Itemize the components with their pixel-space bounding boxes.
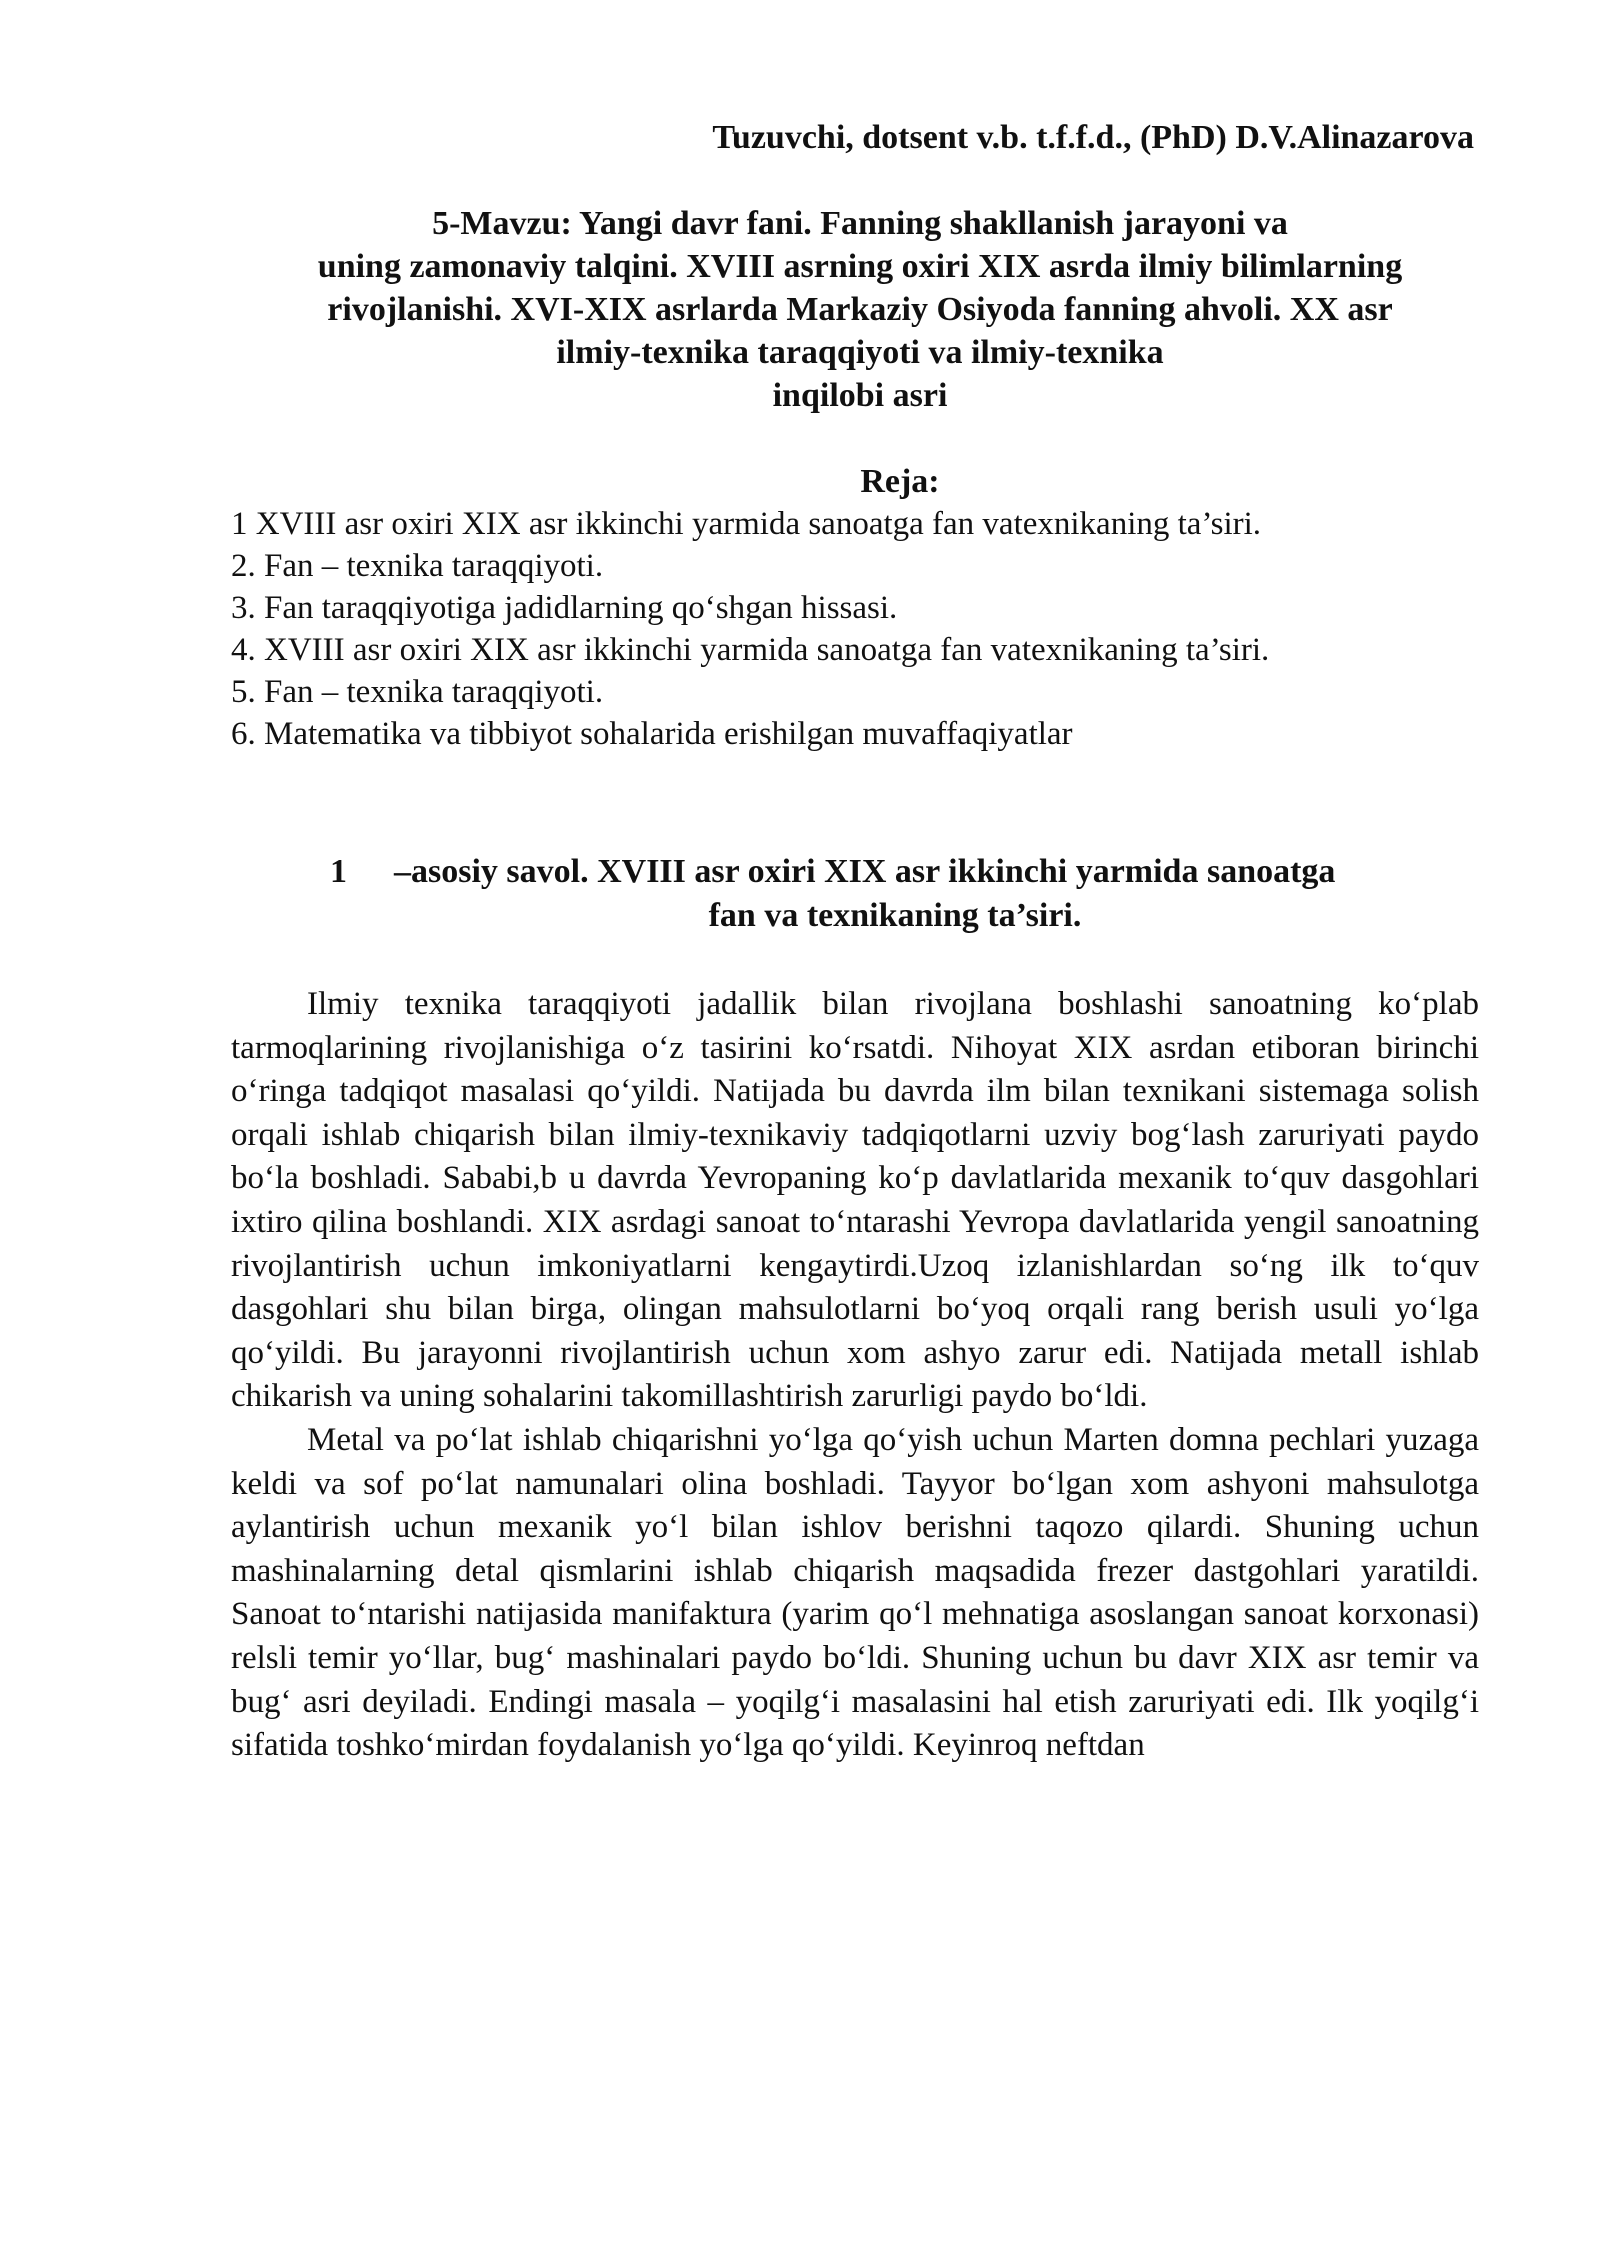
author-line: Tuzuvchi, dotsent v.b. t.f.f.d., (PhD) D.V.Alinazarova	[712, 119, 1474, 156]
question-heading-line-2: fan va texnikaning ta’siri.	[708, 897, 1082, 934]
topic-title-line: inqilobi asri	[772, 377, 948, 414]
plan-item: 5. Fan – texnika taraqqiyoti.	[231, 674, 604, 710]
paragraph: Metal va po‘lat ishlab chiqarishni yo‘lga qo‘yish uchun Marten domna pechlari yuzaga keldi va sof po‘lat namunalari olina boshladi. Tayyor bo‘lgan xom ashyoni mahsulotga aylantirish uchun mexanik yo‘l bilan ishlov berishni taqozo qilardi. Shuning uchun mashinalarning detal qismlarini ishlab chiqarish maqsadida frezer dastgohlari yaratildi. Sanoat to‘ntarishi natijasida manifaktura (yarim qo‘l mehnatiga asoslangan sanoat korxonasi) relsli temir yo‘llar, bug‘ mashinalari paydo bo‘ldi. Shuning uchun bu davr XIX asr temir va bug‘ asri deyiladi. Endingi masala – yoqilg‘i masalasini hal etish zaruriyati edi. Ilk yoqilg‘i sifatida toshko‘mirdan foydalanish yo‘lga qo‘yildi. Keyinroq neftdan	[231, 1421, 1479, 1764]
question-heading	[330, 850, 1335, 894]
plan-list	[231, 503, 1269, 755]
topic-title	[230, 202, 1490, 417]
plan-item: 2. Fan – texnika taraqqiyoti.	[231, 548, 604, 584]
plan-heading: Reja:	[860, 463, 940, 500]
plan-item: 1 XVIII asr oxiri XIX asr ikkinchi yarmida sanoatga fan vatexnikaning ta’siri.	[231, 506, 1262, 542]
topic-title-line: uning zamonaviy talqini. XVIII asrning oxiri XIX asrda ilmiy bilimlarning	[317, 248, 1403, 285]
topic-title-line: 5-Mavzu: Yangi davr fani. Fanning shakllanish jarayoni va	[432, 205, 1288, 242]
plan-item: 3. Fan taraqqiyotiga jadidlarning qo‘shgan hissasi.	[231, 590, 898, 626]
question-heading-line: –asosiy savol. XVIII asr oxiri XIX asr ikkinchi yarmida sanoatga	[394, 853, 1336, 890]
topic-title-line: rivojlanishi. XVI-XIX asrlarda Markaziy Osiyoda fanning ahvoli. XX asr	[327, 291, 1393, 328]
paragraph: Ilmiy texnika taraqqiyoti jadallik bilan rivojlana boshlashi sanoatning ko‘plab tarmoqlarining rivojlanishiga o‘z tasirini ko‘rsatdi. Nihoyat XIX asrdan etiboran birinchi o‘ringa tadqiqot masalasi qo‘yildi. Natijada bu davrda ilm bilan texnikani sistemaga solish orqali ishlab chiqarish bilan ilmiy-texnikaviy tadqiqotlarni uzviy bog‘lash zaruriyati paydo bo‘la boshladi. Sababi,b u davrda Yevropaning ko‘p davlatlarida mexanik to‘quv dasgohlari ixtiro qilina boshlandi. XIX asrdagi sanoat to‘ntarashi Yevropa davlatlarida yengil sanoatning rivojlantirish uchun imkoniyatlarni kengaytirdi.Uzoq izlanishlardan so‘ng ilk to‘quv dasgohlari shu bilan birga, olingan mahsulotlarni bo‘yoq orqali rang berish usuli yo‘lga qo‘yildi. Bu jarayonni rivojlantirish uchun xom ashyo zarur edi. Natijada metall ishlab chikarish va uning sohalarini takomillashtirish zarurligi paydo bo‘ldi.	[231, 986, 1479, 1415]
body-text	[231, 983, 1479, 1768]
plan-item: 6. Matematika va tibbiyot sohalarida erishilgan muvaffaqiyatlar	[231, 716, 1073, 752]
question-number: 1	[330, 853, 347, 890]
plan-item: 4. XVIII asr oxiri XIX asr ikkinchi yarmida sanoatga fan vatexnikaning ta’siri.	[231, 632, 1270, 668]
topic-title-line: ilmiy-texnika taraqqiyoti va ilmiy-texnika	[556, 334, 1164, 371]
